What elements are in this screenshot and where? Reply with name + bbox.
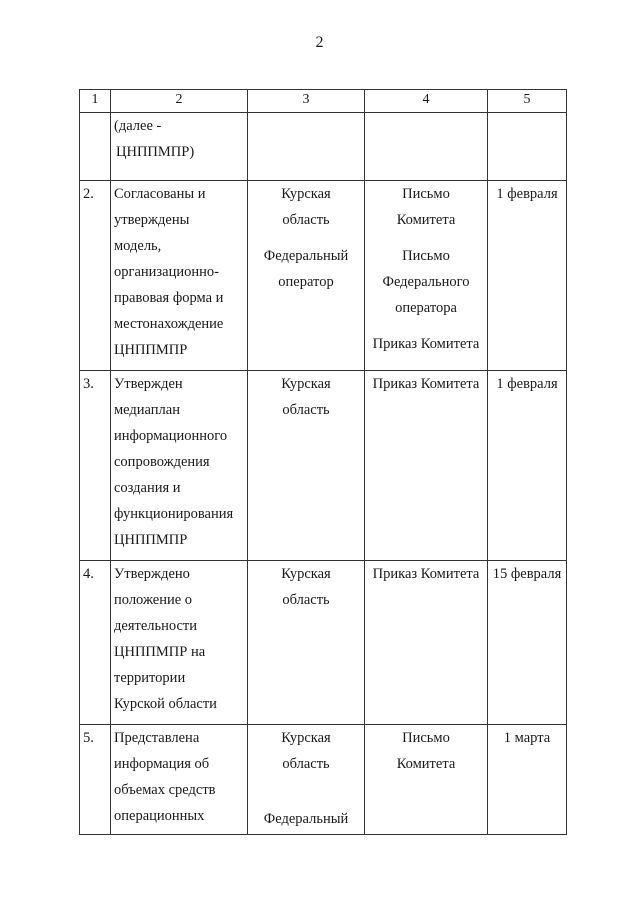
document-line: Приказ Комитета [372,376,480,392]
description-line: Утверждено [114,566,190,582]
document-line: Письмо [402,730,450,746]
document-line: Письмо [402,248,450,264]
document-line: оператора [395,300,457,316]
description-line: операционных [114,808,205,824]
table-header-row [80,90,567,113]
document-line: Приказ Комитета [372,336,480,352]
row-description [111,371,248,561]
description-line: создания и [114,480,181,496]
region-line: Федеральный [263,811,349,827]
description-line: местонахождение [114,316,224,332]
header-col-4: 4 [365,90,488,113]
row-description [111,725,248,835]
row-date: 1 февраля [488,371,567,561]
document-line: Федерального [382,274,470,290]
description-line: функционирования [114,506,234,522]
region-line: Курская [281,186,331,202]
region-line: область [282,592,330,608]
row-document [365,181,488,371]
row-region [248,371,365,561]
region-line: Курская [281,730,331,746]
row-document [365,725,488,835]
description-line: утверждены [114,212,190,228]
description-line: информация об [114,756,210,772]
plan-table [79,89,567,835]
description-line: ЦНППМПР [114,532,188,548]
description-line: (далее - [114,118,162,134]
row-description [111,561,248,725]
description-line: информационного [114,428,228,444]
description-line: положение о [114,592,193,608]
description-line: сопровождения [114,454,210,470]
description-line: Согласованы и [114,186,206,202]
header-col-1: 1 [80,90,111,113]
row-description [111,181,248,371]
row-region [248,561,365,725]
document-line: Приказ Комитета [372,566,480,582]
description-line: Утвержден [114,376,183,392]
table-row [80,113,567,181]
table-row [80,371,567,561]
description-line: Представлена [114,730,200,746]
row-document [365,561,488,725]
description-line: деятельности [114,618,198,634]
header-col-5: 5 [488,90,567,113]
description-line: ЦНППМПР) [116,144,195,160]
table-row [80,725,567,835]
row-number [80,113,111,181]
row-date: 15 февраля [488,561,567,725]
row-number: 5. [80,725,111,835]
row-number: 2. [80,181,111,371]
row-region [248,725,365,835]
document-line: Комитета [396,212,456,228]
region-line: область [282,402,330,418]
page-number: 2 [315,34,324,51]
document-line: Комитета [396,756,456,772]
region-line: оператор [278,274,334,290]
description-line: Курской области [114,696,217,712]
description-line: организационно- [114,264,219,280]
header-col-3: 3 [248,90,365,113]
row-document [365,371,488,561]
table-row [80,561,567,725]
description-line: объемах средств [114,782,216,798]
row-date: 1 марта [488,725,567,835]
description-line: ЦНППМПР [114,342,188,358]
region-line: область [282,756,330,772]
row-date: 1 февраля [488,181,567,371]
row-region [248,113,365,181]
description-line: территории [114,670,186,686]
description-line: ЦНППМПР на [114,644,206,660]
row-document [365,113,488,181]
row-date [488,113,567,181]
region-line: Курская [281,566,331,582]
description-line: правовая форма и [114,290,224,306]
row-region [248,181,365,371]
row-description [111,113,248,181]
description-line: модель, [114,238,162,254]
header-col-2: 2 [111,90,248,113]
region-line: Федеральный [263,248,349,264]
region-line: область [282,212,330,228]
document-line: Письмо [402,186,450,202]
region-line: Курская [281,376,331,392]
table-row [80,181,567,371]
row-number: 3. [80,371,111,561]
description-line: медиаплан [114,402,180,418]
row-number: 4. [80,561,111,725]
